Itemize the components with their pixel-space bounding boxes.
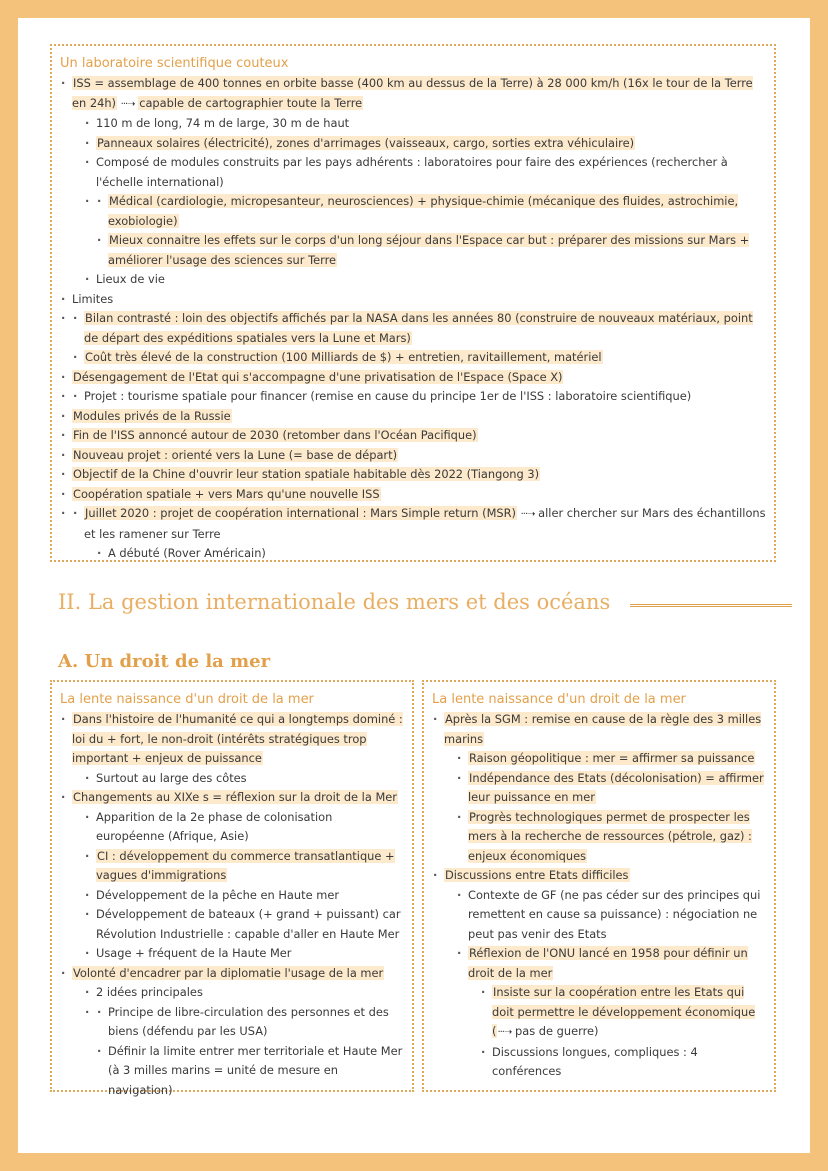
list-item: · Modules privés de la Russie [60,407,766,427]
list-group [60,309,766,368]
list-item: · Volonté d'encadrer par la diplomatie l'usage de la mer · 2 idées principales · · Principe de libre-circulation des personnes et des biens (défendu par les USA) · Définir la limite entrer mer territoriale et Haute Mer (à 3 milles marins = unité de mesure en navigation) [60,964,404,1101]
title-decoration-line [630,604,792,607]
list-item: · 2 idées principales [84,983,404,1003]
list-item: · · Médical (cardiologie, micropesanteur, neurosciences) + physique-chimie (mécanique des fluides, astrochimie, exobiologie) [96,192,766,231]
list-group [60,504,766,564]
page [18,18,810,1153]
list-item: · Mieux connaitre les effets sur le corps d'un long séjour dans l'Espace car but : préparer des missions sur Mars + améliorer l'usage des sciences sur Terre [96,231,766,270]
list-item: · A débuté (Rover Américain) [96,544,766,564]
list-item: · Développement de bateaux (+ grand + puissant) car Révolution Industrielle : capable d'aller en Haute Mer [84,905,404,944]
list-item: · · Juillet 2020 : projet de coopération international : Mars Simple return (MSR) ···➝ aller chercher sur Mars des échantillons et les ramener sur Terre · A débuté (Rover Américain) [72,504,766,564]
list-item: · Surtout au large des côtes [84,769,404,789]
list-item: · Après la SGM : remise en cause de la règle des 3 milles marins · Raison géopolitique : mer = affirmer sa puissance · Indépendance des Etats (décolonisation) = affirmer leur puissance en mer · Progrès technologiques permet de prospecter les mers à la recherche de ressources (pétrole, gaz) : enjeux économiques [432,710,766,866]
list-item: · Changements au XIXe s = réflexion sur la droit de la Mer · Apparition de la 2e phase de colonisation européenne (Afrique, Asie) · CI : développement du commerce transatlantique + vagues d'immigrations · Développement de la pêche en Haute mer · Développement de bateaux (+ grand + puissant) car Révolution Industrielle : capable d'aller en Haute Mer · Usage + fréquent de la Haute Mer [60,788,404,964]
arrow-icon: ···➝ [520,509,535,520]
list-item: · Lieux de vie [84,270,766,290]
list-item: · Panneaux solaires (électricité), zones d'arrimages (vaisseaux, cargo, sorties extra véhiculaire) [84,134,766,154]
list-item: · Usage + fréquent de la Haute Mer [84,944,404,964]
list-item: · Progrès technologiques permet de prospecter les mers à la recherche de ressources (pétrole, gaz) : enjeux économiques [456,808,766,867]
list-item: · Réflexion de l'ONU lancé en 1958 pour définir un droit de la mer · Insiste sur la coopération entre les Etats qui doit permettre le développement économique (···➝ pas de guerre) · Discussions longues, compliques : 4 conférences [456,944,766,1082]
list-item: · Fin de l'ISS annoncé autour de 2030 (retomber dans l'Océan Pacifique) [60,426,766,446]
bullet-list [60,74,766,564]
bullet-list [60,710,404,1100]
iss-box [50,44,776,562]
arrow-icon: ···➝ [497,1027,512,1038]
box-title: Un laboratoire scientifique couteux [60,56,289,71]
box-title: La lente naissance d'un droit de la mer [432,692,686,707]
box-title: La lente naissance d'un droit de la mer [60,692,314,707]
list-item: · · Principe de libre-circulation des personnes et des biens (défendu par les USA) [96,1003,404,1042]
bullet-list [432,710,766,1082]
section-title: II. La gestion internationale des mers et des océans [58,590,611,614]
list-item: · Coopération spatiale + vers Mars qu'une nouvelle ISS [60,485,766,505]
list-item: · Objectif de la Chine d'ouvrir leur station spatiale habitable dès 2022 (Tiangong 3) [60,465,766,485]
list-item: · Limites [60,290,766,310]
list-item: · Apparition de la 2e phase de colonisation européenne (Afrique, Asie) [84,808,404,847]
sea-law-box-left [50,680,414,1097]
list-item: · · Bilan contrasté : loin des objectifs affichés par la NASA dans les années 80 (construire de nouveaux matériaux, point de départ des expéditions spatiales vers la Lune et Mars) [72,309,766,348]
list-item: · Insiste sur la coopération entre les Etats qui doit permettre le développement économique (···➝ pas de guerre) [480,983,766,1043]
list-item: · 110 m de long, 74 m de large, 30 m de haut [84,114,766,134]
arrow-icon: ···➝ [120,98,135,110]
list-item: · Nouveau projet : orienté vers la Lune (= base de départ) [60,446,766,466]
list-item: · Indépendance des Etats (décolonisation) = affirmer leur puissance en mer [456,769,766,808]
list-group [84,1003,404,1101]
list-item: · Discussions entre Etats difficiles · Contexte de GF (ne pas céder sur des principes qui remettent en cause sa puissance) : négociation ne peut pas venir des Etats · Réflexion de l'ONU lancé en 1958 pour définir un droit de la mer · Insiste sur la coopération entre les Etats qui doit permettre le développement économique (···➝ pas de guerre) · Discussions longues, compliques : 4 conférences [432,866,766,1082]
list-item: · · Projet : tourisme spatiale pour financer (remise en cause du principe 1er de l'ISS : laboratoire scientifique) [72,387,766,407]
subsection-title: A. Un droit de la mer [58,651,271,672]
list-group [60,387,766,407]
list-item: · Développement de la pêche en Haute mer [84,886,404,906]
list-group [84,192,766,270]
list-item: · Contexte de GF (ne pas céder sur des principes qui remettent en cause sa puissance) : négociation ne peut pas venir des Etats [456,886,766,945]
list-item: · Raison géopolitique : mer = affirmer sa puissance [456,749,766,769]
sea-law-box-right [422,680,776,1092]
list-item: · Désengagement de l'Etat qui s'accompagne d'une privatisation de l'Espace (Space X) [60,368,766,388]
list-item: · Définir la limite entrer mer territoriale et Haute Mer (à 3 milles marins = unité de mesure en navigation) [96,1042,404,1101]
list-item: · Composé de modules construits par les pays adhérents : laboratoires pour faire des expériences (rechercher à l'échelle international) [84,153,766,192]
list-item: · Dans l'histoire de l'humanité ce qui a longtemps dominé : loi du + fort, le non-droit (intérêts stratégiques trop important + enjeux de puissance · Surtout au large des côtes [60,710,404,788]
list-item: · CI : développement du commerce transatlantique + vagues d'immigrations [84,847,404,886]
list-item: · Coût très élevé de la construction (100 Milliards de $) + entretien, ravitaillement, matériel [72,348,766,368]
list-item: · ISS = assemblage de 400 tonnes en orbite basse (400 km au dessus de la Terre) à 28 000 km/h (16x le tour de la Terre en 24h) ···➝ capable de cartographier toute la Terre · 110 m de long, 74 m de large, 30 m de haut · Panneaux solaires (électricité), zones d'arrimages (vaisseaux, cargo, sorties extra véhiculaire) · Composé de modules construits par les pays adhérents : laboratoires pour faire des expériences (rechercher à l'échelle international) · · Médical (cardiologie, micropesanteur, neurosciences) + physique-chimie (mécanique des fluides, astrochimie, exobiologie) · Mieux connaitre les effets sur le corps d'un long séjour dans l'Espace car but : préparer des missions sur Mars + améliorer l'usage des sciences sur Terre · Lieux de vie [60,74,766,290]
list-item: · Discussions longues, compliques : 4 conférences [480,1043,766,1082]
